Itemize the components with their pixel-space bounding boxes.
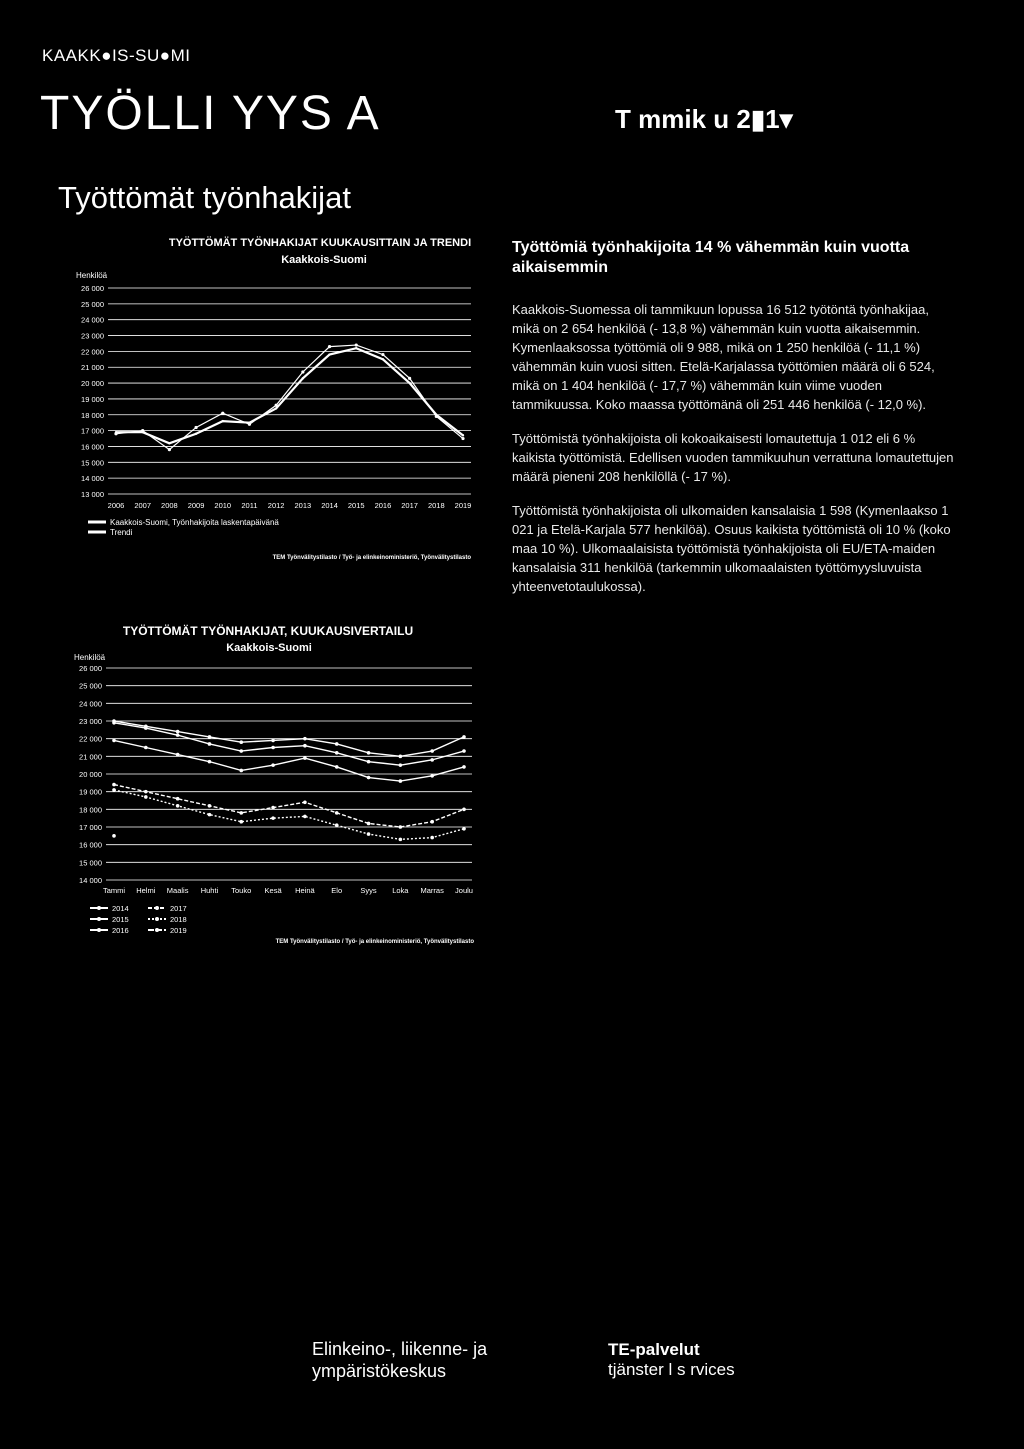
x-tick-label: 2006 <box>107 501 125 510</box>
chart1-subtitle: Kaakkois-Suomi <box>281 254 367 266</box>
x-tick-label: 2011 <box>241 501 258 510</box>
data-point <box>328 345 331 348</box>
data-point <box>302 377 304 379</box>
chart2-y-unit: Henkilöä <box>74 653 106 662</box>
data-point <box>112 739 116 743</box>
data-point <box>301 370 304 373</box>
legend-marker <box>155 928 159 932</box>
y-tick-label: 20 000 <box>81 379 104 389</box>
y-tick-label: 19 000 <box>81 394 104 404</box>
x-tick-label: 2007 <box>134 501 152 510</box>
chart1-y-unit: Henkilöä <box>76 271 108 280</box>
article-paragraph: Työttömistä työnhakijoista oli ulkomaiden kansalaisia 1 598 (Kymenlaakso 1 021 ja Etelä-Karjala 577 henkilöä). Osuus kaikista työttömistä oli 10 % (koko maa 10 %). Ulkomaalaisista työttömistä työnhakijoista oli EU/ETA-maiden kansalaisia 311 henkilöä (tarkemmin ulkomaalaisten työttömyysluvuista yhteenvetotaulukossa). <box>512 503 951 594</box>
x-tick-label: Marras <box>420 886 444 895</box>
y-tick-label: 21 000 <box>81 363 104 373</box>
chart2-title: TYÖTTÖMÄT TYÖNHAKIJAT, KUUKAUSIVERTAILU <box>122 624 414 638</box>
data-point <box>462 808 466 812</box>
ely-logo-line2: ympäristökeskus <box>312 1361 447 1381</box>
data-point <box>430 749 434 753</box>
series-line <box>116 348 463 443</box>
data-point <box>430 836 434 840</box>
data-point <box>408 377 411 380</box>
data-point <box>239 769 243 773</box>
data-point <box>194 426 197 429</box>
x-tick-label: 2008 <box>161 501 178 510</box>
y-tick-label: 16 000 <box>81 442 104 452</box>
data-point <box>382 358 384 360</box>
article-heading: Työttömiä työnhakijoita 14 % vähemmän kuin vuotta aikaisemmin <box>512 239 910 276</box>
x-tick-label: Elo <box>331 886 343 895</box>
x-tick-label: 2018 <box>427 501 445 510</box>
y-tick-label: 22 000 <box>79 734 102 744</box>
data-point <box>367 822 371 826</box>
data-point <box>303 737 307 741</box>
data-point <box>221 412 224 415</box>
monthly-comparison-chart <box>58 618 488 955</box>
data-point <box>435 414 437 416</box>
data-point <box>303 815 307 819</box>
data-point <box>335 765 339 769</box>
data-point <box>144 795 148 799</box>
data-point <box>112 788 116 792</box>
data-point <box>355 347 357 349</box>
data-point <box>381 353 384 356</box>
y-tick-label: 24 000 <box>79 699 102 709</box>
x-tick-label: 2010 <box>214 501 232 510</box>
data-point <box>303 756 307 760</box>
data-point <box>461 437 464 440</box>
x-tick-label: 2014 <box>321 501 338 510</box>
data-point <box>462 735 466 739</box>
x-tick-label: Heinä <box>295 886 315 895</box>
te-services-logo <box>608 1340 735 1380</box>
data-point <box>303 744 307 748</box>
x-tick-label: Kesä <box>264 886 282 895</box>
data-point <box>208 735 212 739</box>
x-tick-label: Tammi <box>102 886 126 895</box>
x-tick-label: Syys <box>360 886 377 895</box>
data-point <box>335 823 339 827</box>
data-point <box>176 753 180 757</box>
data-point <box>195 433 197 435</box>
x-tick-label: Loka <box>392 886 409 895</box>
data-point <box>176 733 180 737</box>
x-tick-label: Maalis <box>166 886 189 895</box>
data-point <box>430 774 434 778</box>
data-point <box>355 343 358 346</box>
data-point <box>275 407 277 409</box>
data-point <box>367 832 371 836</box>
data-point <box>239 820 243 824</box>
y-tick-label: 24 000 <box>81 315 104 325</box>
data-point <box>168 442 170 444</box>
chart1-source: TEM Työnvälitystilasto / Työ- ja elinkeinoministeriö, Työnvälitystilasto <box>272 555 471 561</box>
data-point <box>399 825 403 829</box>
data-point <box>239 749 243 753</box>
y-tick-label: 19 000 <box>79 787 102 797</box>
data-point <box>271 746 275 750</box>
data-point <box>462 765 466 769</box>
data-point <box>208 742 212 746</box>
y-tick-label: 25 000 <box>81 299 104 309</box>
data-point <box>144 726 148 730</box>
data-point <box>399 779 403 783</box>
y-tick-label: 23 000 <box>81 331 104 341</box>
legend-label: 2015 <box>112 915 129 924</box>
data-point <box>303 800 307 804</box>
y-tick-label: 16 000 <box>79 840 102 850</box>
y-tick-label: 25 000 <box>79 681 102 691</box>
legend-marker <box>97 906 101 910</box>
x-tick-label: 2015 <box>347 501 365 510</box>
data-point <box>112 721 116 725</box>
article-paragraph: Työttömistä työnhakijoista oli kokoaikaisesti lomautettuja 1 012 eli 6 % kaikista työttömistä. Edellisen vuoden tammikuuhun verrattuna lomautettujen määrä pieneni 208 henkilöllä (- 17 %). <box>512 431 954 484</box>
data-point <box>144 746 148 750</box>
data-point <box>168 448 171 451</box>
data-point <box>462 827 466 831</box>
y-tick-label: 23 000 <box>79 717 102 726</box>
report-title: TYÖLLI YYS A <box>40 87 381 140</box>
legend-marker <box>97 928 101 932</box>
legend-label: 2014 <box>112 904 129 913</box>
data-point <box>176 797 180 801</box>
data-point <box>208 804 212 808</box>
x-tick-label: 2019 <box>454 501 472 510</box>
data-point <box>112 783 116 787</box>
data-point <box>222 420 224 422</box>
x-tick-label: Joulu <box>455 886 473 895</box>
data-point <box>176 804 180 808</box>
data-point <box>399 755 403 759</box>
data-point <box>462 434 464 436</box>
y-tick-label: 18 000 <box>81 410 104 420</box>
series-line <box>116 345 463 450</box>
legend-label: 2016 <box>112 926 129 935</box>
y-tick-label: 17 000 <box>79 823 102 832</box>
series-line <box>114 785 464 827</box>
chart1-title: TYÖTTÖMÄT TYÖNHAKIJAT KUUKAUSITTAIN JA TRENDI <box>168 237 472 249</box>
y-tick-label: 15 000 <box>81 458 104 468</box>
y-tick-label: 18 000 <box>79 805 102 815</box>
x-tick-label: 2016 <box>374 501 392 510</box>
monthly-comparison-chart-svg <box>58 618 488 950</box>
data-point <box>399 763 403 767</box>
legend-marker <box>97 917 101 921</box>
x-tick-label: 2009 <box>187 501 205 510</box>
chart2-subtitle: Kaakkois-Suomi <box>226 642 312 654</box>
monthly-trend-chart-svg <box>58 232 488 562</box>
article-paragraph: Kaakkois-Suomessa oli tammikuun lopussa 16 512 työtöntä työnhakijaa, mikä on 2 654 henkilöä (- 13,8 %) vähemmän kuin vuotta aikaisemmin. Kymenlaaksossa työttömiä oli 9 988, mikä on 1 250 henkilöä (- 11,1 %) vähemmän kuin vuosi sitten. Etelä-Karjalassa työttömien määrä oli 6 524, mikä on 1 404 henkilöä (- 17,7 %) vähemmän kuin viime vuoden tammikuussa. Koko maassa työttömänä oli 251 446 henkilöä (- 12,0 %). <box>512 302 935 412</box>
te-logo-line1: TE-palvelut <box>608 1340 700 1359</box>
y-tick-label: 26 000 <box>79 664 102 673</box>
x-tick-label: 2012 <box>267 501 285 510</box>
data-point <box>208 760 212 764</box>
data-point <box>430 820 434 824</box>
data-point <box>239 811 243 815</box>
y-tick-label: 14 000 <box>79 876 102 885</box>
x-tick-label: Touko <box>231 886 252 895</box>
ely-logo-line1: Elinkeino-, liikenne- ja <box>312 1339 488 1359</box>
data-point <box>176 730 180 734</box>
legend-label: 2019 <box>170 926 187 935</box>
y-tick-label: 13 000 <box>81 490 104 499</box>
x-tick-label: Helmi <box>136 886 156 895</box>
section-title: Työttömät työnhakijat <box>58 180 351 215</box>
article <box>512 238 960 611</box>
legend-marker <box>155 917 159 921</box>
data-point <box>462 749 466 753</box>
chart1-legend-trend: Trendi <box>110 528 133 537</box>
region-label: KAAKK●IS-SU●MI <box>42 46 191 65</box>
te-logo-line2: tjänster l s rvices <box>608 1360 735 1379</box>
data-point <box>271 816 275 820</box>
data-point <box>141 431 143 433</box>
data-point <box>367 760 371 764</box>
chart1-legend-series: Kaakkois-Suomi, Työnhakijoita laskentapäivänä <box>110 518 279 527</box>
data-point <box>239 740 243 744</box>
ely-logo <box>312 1338 487 1382</box>
x-tick-label: 2017 <box>401 501 418 510</box>
data-point <box>328 353 330 355</box>
series-line <box>114 790 464 839</box>
data-point <box>399 838 403 842</box>
data-point <box>408 382 410 384</box>
data-point <box>208 813 212 817</box>
y-tick-label: 22 000 <box>81 347 104 357</box>
data-point <box>367 776 371 780</box>
y-tick-label: 20 000 <box>79 770 102 779</box>
y-tick-label: 15 000 <box>79 858 102 868</box>
data-point <box>271 763 275 767</box>
data-point <box>335 811 339 815</box>
data-point <box>335 742 339 746</box>
data-point <box>271 739 275 743</box>
data-point <box>335 751 339 755</box>
data-point <box>430 758 434 762</box>
monthly-trend-chart <box>58 232 488 567</box>
y-tick-label: 14 000 <box>81 474 104 484</box>
data-point <box>115 431 117 433</box>
chart2-source: TEM Työnvälitystilasto / Työ- ja elinkeinoministeriö, Työnvälitystilasto <box>275 939 474 945</box>
report-month: T mmik u 2▮1▾ <box>615 104 793 134</box>
data-point <box>367 751 371 755</box>
x-tick-label: 2013 <box>294 501 312 510</box>
x-tick-label: Huhti <box>200 886 219 895</box>
y-tick-label: 26 000 <box>81 284 104 293</box>
legend-label: 2017 <box>170 904 187 913</box>
legend-label: 2018 <box>170 915 187 924</box>
data-point <box>271 806 275 810</box>
y-tick-label: 17 000 <box>81 426 104 436</box>
data-point <box>112 834 116 838</box>
data-point <box>144 790 148 794</box>
data-point <box>248 421 250 423</box>
legend-marker <box>155 906 159 910</box>
y-tick-label: 21 000 <box>79 752 102 762</box>
